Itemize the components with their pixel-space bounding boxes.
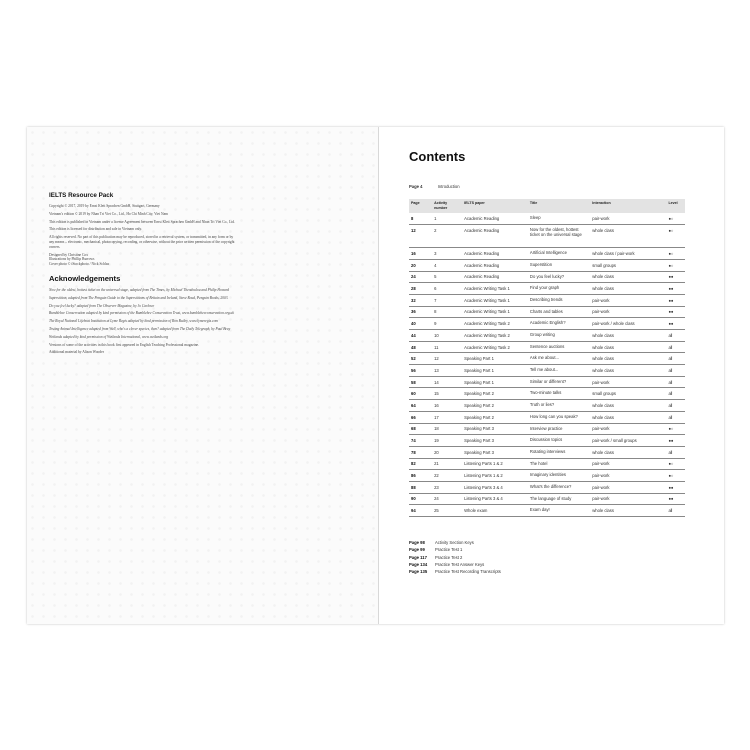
row-level: ●○ xyxy=(666,213,685,225)
left-page xyxy=(27,127,379,624)
row-level: ●● xyxy=(666,318,685,330)
table-row xyxy=(409,493,685,505)
row-title: Sleep xyxy=(528,213,590,225)
table-row xyxy=(409,423,685,435)
row-paper: Speaking Part 3 xyxy=(462,435,528,447)
row-interaction: pair-work xyxy=(590,376,666,388)
row-interaction: pair-work xyxy=(590,213,666,225)
row-page: 78 xyxy=(409,446,432,458)
row-activity: 18 xyxy=(432,423,462,435)
row-title: Superstition xyxy=(528,259,590,271)
row-paper: Academic Writing Task 1 xyxy=(462,283,528,295)
row-activity: 13 xyxy=(432,365,462,377)
row-interaction: small groups xyxy=(590,259,666,271)
copyright-lines-item: Designed by Christine Cox Illustrations by Phillip Burrows Cover photo © iStockphoto / Nick Schlax xyxy=(49,252,110,267)
row-activity: 21 xyxy=(432,458,462,470)
row-interaction: pair-work xyxy=(590,306,666,318)
row-activity: 17 xyxy=(432,411,462,423)
copyright-lines-item: Vietnam's edition © 2019 by Nhan Tri Viet Co., Ltd., Ho Chi Minh City, Viet Nam xyxy=(49,211,168,216)
row-interaction: whole class xyxy=(590,283,666,295)
row-interaction: whole class xyxy=(590,225,666,248)
row-activity: 24 xyxy=(432,493,462,505)
appendix-label: Practice Test 2 xyxy=(435,554,463,560)
row-page: 48 xyxy=(409,341,432,353)
row-level: all xyxy=(666,353,685,365)
row-interaction: small groups xyxy=(590,388,666,400)
row-page: 66 xyxy=(409,411,432,423)
table-row xyxy=(409,271,685,283)
row-page: 56 xyxy=(409,365,432,377)
row-paper: Speaking Part 3 xyxy=(462,423,528,435)
table-row xyxy=(409,505,685,517)
row-activity: 12 xyxy=(432,353,462,365)
row-activity: 7 xyxy=(432,294,462,306)
copyright-lines xyxy=(49,204,239,267)
row-paper: Academic Writing Task 1 xyxy=(462,294,528,306)
row-level: all xyxy=(666,505,685,517)
row-activity: 15 xyxy=(432,388,462,400)
row-title: Interview practice xyxy=(528,423,590,435)
row-title: The hotel xyxy=(528,458,590,470)
right-page xyxy=(379,127,724,624)
row-title: Truth or lies? xyxy=(528,400,590,412)
table-row xyxy=(409,341,685,353)
row-paper: Academic Reading xyxy=(462,213,528,225)
row-paper: Academic Writing Task 1 xyxy=(462,306,528,318)
row-title: Sentence auctions xyxy=(528,341,590,353)
introduction-label: Introduction xyxy=(437,184,460,189)
book-spread xyxy=(27,127,724,624)
appendix-item xyxy=(409,554,501,561)
row-level: all xyxy=(666,411,685,423)
row-title: Two-minute talks xyxy=(528,388,590,400)
row-page: 36 xyxy=(409,306,432,318)
row-level: ●● xyxy=(666,306,685,318)
row-level: ●○ xyxy=(666,423,685,435)
row-activity: 10 xyxy=(432,330,462,342)
ack-lines-item: Additional material by Alison Wooder xyxy=(49,350,104,355)
appendix-label: Practice Test Recording Transcripts xyxy=(435,569,501,575)
row-interaction: pair-work xyxy=(590,458,666,470)
header-interaction: Interaction xyxy=(590,199,666,213)
table-row xyxy=(409,458,685,470)
row-interaction: whole class xyxy=(590,365,666,377)
row-level: ●● xyxy=(666,493,685,505)
contents-title: Contents xyxy=(409,149,466,164)
ack-lines-item: Versions of some of the activities in this book first appeared in English Teaching Professional magazine. xyxy=(49,342,199,347)
row-title: The language of study xyxy=(528,493,590,505)
row-page: 58 xyxy=(409,376,432,388)
ack-lines-item: Wetlands adapted by kind permission of Wetlands International, www.wetlands.org xyxy=(49,334,169,339)
appendix-item xyxy=(409,568,501,575)
introduction-line xyxy=(409,184,460,189)
row-paper: Academic Reading xyxy=(462,271,528,283)
row-activity: 2 xyxy=(432,225,462,248)
imprint-title: IELTS Resource Pack xyxy=(49,192,114,199)
table-row xyxy=(409,446,685,458)
row-title: Describing trends xyxy=(528,294,590,306)
row-page: 24 xyxy=(409,271,432,283)
row-paper: Academic Reading xyxy=(462,248,528,260)
row-level: all xyxy=(666,330,685,342)
appendix-page: Page 98 xyxy=(409,540,425,545)
row-level: ●○ xyxy=(666,470,685,482)
row-interaction: whole class xyxy=(590,400,666,412)
table-row xyxy=(409,470,685,482)
appendix-label: Activity Section Keys xyxy=(435,540,474,545)
table-row xyxy=(409,294,685,306)
header-title: Title xyxy=(528,199,590,213)
row-level: ●○ xyxy=(666,458,685,470)
row-page: 64 xyxy=(409,400,432,412)
row-paper: Academic Reading xyxy=(462,225,528,248)
contents-table xyxy=(409,199,685,517)
row-level: all xyxy=(666,341,685,353)
header-level: Level xyxy=(666,199,685,213)
row-title: How long can you speak? xyxy=(528,411,590,423)
contents-header-row xyxy=(409,199,685,213)
header-page: Page xyxy=(409,199,432,213)
ack-lines-item: Superstition, adapted from The Penguin Guide to the Superstitions of Britain and Ireland, Steve Roud, Penguin Books, 2003. xyxy=(49,295,229,300)
table-row xyxy=(409,248,685,260)
copyright-lines-item: Copyright © 2017, 2019 by Ernst Klett Sprachen GmbH, Stuttgart, Germany xyxy=(49,204,160,208)
row-title: Academic English? xyxy=(528,318,590,330)
row-page: 8 xyxy=(409,213,432,225)
row-page: 44 xyxy=(409,330,432,342)
row-interaction: pair-work xyxy=(590,423,666,435)
row-title: Imaginary identities xyxy=(528,470,590,482)
row-activity: 11 xyxy=(432,341,462,353)
appendix-page: Page 134 xyxy=(409,561,428,567)
row-title: Ask me about... xyxy=(528,353,590,365)
row-interaction: whole class xyxy=(590,341,666,353)
row-interaction: whole class / pair-work xyxy=(590,248,666,260)
row-page: 16 xyxy=(409,248,432,260)
row-page: 82 xyxy=(409,458,432,470)
row-page: 12 xyxy=(409,225,432,248)
row-page: 52 xyxy=(409,353,432,365)
row-paper: Listening Parts 3 & 4 xyxy=(462,493,528,505)
row-activity: 25 xyxy=(432,505,462,517)
row-paper: Listening Parts 3 & 4 xyxy=(462,481,528,493)
appendix-item xyxy=(409,561,501,568)
row-activity: 9 xyxy=(432,318,462,330)
row-level: ●● xyxy=(666,271,685,283)
header-activity: Activity number xyxy=(432,199,462,213)
row-level: ●● xyxy=(666,283,685,295)
row-level: ●● xyxy=(666,481,685,493)
table-row xyxy=(409,481,685,493)
row-interaction: pair-work xyxy=(590,470,666,482)
row-level: all xyxy=(666,376,685,388)
row-paper: Speaking Part 1 xyxy=(462,353,528,365)
appendix-list xyxy=(409,539,501,575)
contents-body xyxy=(409,213,685,517)
row-page: 90 xyxy=(409,493,432,505)
row-paper: Speaking Part 2 xyxy=(462,400,528,412)
row-activity: 3 xyxy=(432,248,462,260)
row-paper: Speaking Part 1 xyxy=(462,365,528,377)
imprint-block xyxy=(49,192,239,358)
ack-lines-item: The Royal National Lifeboat Institution at Lyme Regis adapted by kind permission of Ron Bailey, www.lymeregis.com xyxy=(49,319,218,324)
row-interaction: whole class xyxy=(590,446,666,458)
appendix-page: Page 117 xyxy=(409,554,427,560)
row-activity: 5 xyxy=(432,271,462,283)
table-row xyxy=(409,283,685,295)
row-level: ●● xyxy=(666,435,685,447)
ack-lines-item: Now for the oldest, hottest ticket on the universal stage, adapted from The Times, by Michael Theodoulou and Philip Howard xyxy=(49,287,230,292)
row-paper: Speaking Part 2 xyxy=(462,388,528,400)
ack-lines-item: Do you feel lucky? adapted from The Observer Magazine, by Jo Carlowe xyxy=(49,303,155,308)
table-row xyxy=(409,225,685,248)
row-interaction: pair-work xyxy=(590,493,666,505)
row-activity: 19 xyxy=(432,435,462,447)
appendix-label: Practice Test 1 xyxy=(435,547,463,553)
row-activity: 8 xyxy=(432,306,462,318)
row-title: Tell me about... xyxy=(528,365,590,377)
row-page: 60 xyxy=(409,388,432,400)
row-title: Exam day! xyxy=(528,505,590,517)
appendix-item xyxy=(409,546,501,553)
row-title: Find your graph xyxy=(528,283,590,295)
table-row xyxy=(409,411,685,423)
row-level: all xyxy=(666,388,685,400)
acknowledgements-heading: Acknowledgements xyxy=(49,273,121,283)
copyright-lines-item: All rights reserved. No part of this publication may be reproduced, stored in a retrieval system, or transmitted, in any form or by any means – electronic, mechanical, photocopying, recording, or otherwise, without the prior written permission of the copyright owners. xyxy=(49,235,235,249)
row-level: ●● xyxy=(666,294,685,306)
row-paper: Whole exam xyxy=(462,505,528,517)
copyright-lines-item: This edition is published in Vietnam under a license Agreement between Ernst Klett Sprachen GmbH and Nhan Tri Viet Co., Ltd. xyxy=(49,219,235,224)
table-row xyxy=(409,388,685,400)
row-paper: Academic Writing Task 2 xyxy=(462,318,528,330)
row-page: 86 xyxy=(409,470,432,482)
row-page: 20 xyxy=(409,259,432,271)
row-interaction: whole class xyxy=(590,271,666,283)
row-level: all xyxy=(666,400,685,412)
row-activity: 23 xyxy=(432,481,462,493)
row-activity: 22 xyxy=(432,470,462,482)
row-title: What's the difference? xyxy=(528,481,590,493)
row-interaction: whole class xyxy=(590,353,666,365)
row-activity: 20 xyxy=(432,446,462,458)
row-paper: Listening Parts 1 & 2 xyxy=(462,458,528,470)
row-paper: Speaking Part 2 xyxy=(462,411,528,423)
table-row xyxy=(409,353,685,365)
row-title: Similar or different? xyxy=(528,376,590,388)
row-page: 94 xyxy=(409,505,432,517)
row-page: 32 xyxy=(409,294,432,306)
row-level: ●○ xyxy=(666,225,685,248)
row-interaction: pair-work / whole class xyxy=(590,318,666,330)
appendix-page: Page 135 xyxy=(409,569,428,575)
header-paper: IELTS paper xyxy=(462,199,528,213)
appendix-page: Page 99 xyxy=(409,547,425,553)
appendix-label: Practice Test Answer Keys xyxy=(435,561,485,567)
row-activity: 6 xyxy=(432,283,462,295)
table-row xyxy=(409,330,685,342)
table-row xyxy=(409,318,685,330)
table-row xyxy=(409,400,685,412)
row-interaction: whole class xyxy=(590,505,666,517)
row-interaction: pair-work xyxy=(590,481,666,493)
introduction-page: Page 4 xyxy=(409,184,423,189)
ack-lines-item: Testing Animal Intelligence adapted from Well, who's a clever species, then? adapted from The Daily Telegraph, by Paul Bray xyxy=(49,326,231,331)
table-row xyxy=(409,435,685,447)
copyright-lines-item: This edition is licensed for distribution and sale in Vietnam only. xyxy=(49,227,143,232)
table-row xyxy=(409,365,685,377)
row-paper: Speaking Part 3 xyxy=(462,446,528,458)
row-title: Group writing xyxy=(528,330,590,342)
row-title: Do you feel lucky? xyxy=(528,271,590,283)
row-paper: Listening Parts 1 & 2 xyxy=(462,470,528,482)
row-activity: 16 xyxy=(432,400,462,412)
row-level: ●○ xyxy=(666,248,685,260)
appendix-item xyxy=(409,539,501,546)
row-page: 28 xyxy=(409,283,432,295)
table-row xyxy=(409,376,685,388)
acknowledgement-lines xyxy=(49,288,239,355)
row-activity: 1 xyxy=(432,213,462,225)
row-interaction: whole class xyxy=(590,330,666,342)
row-level: all xyxy=(666,446,685,458)
row-title: Rotating interviews xyxy=(528,446,590,458)
ack-lines-item: Bumblebee Conservation adapted by kind permission of the Bumblebee Conservation Trust, www.bumblebeeconservation.org.uk xyxy=(49,311,234,316)
row-paper: Academic Reading xyxy=(462,259,528,271)
row-page: 88 xyxy=(409,481,432,493)
row-activity: 4 xyxy=(432,259,462,271)
row-title: Charts and tables xyxy=(528,306,590,318)
row-page: 68 xyxy=(409,423,432,435)
row-paper: Academic Writing Task 2 xyxy=(462,341,528,353)
table-row xyxy=(409,259,685,271)
row-title: Discussion topics xyxy=(528,435,590,447)
row-page: 40 xyxy=(409,318,432,330)
table-row xyxy=(409,306,685,318)
row-interaction: whole class xyxy=(590,411,666,423)
row-level: all xyxy=(666,365,685,377)
row-level: ●○ xyxy=(666,259,685,271)
row-activity: 14 xyxy=(432,376,462,388)
row-paper: Academic Writing Task 2 xyxy=(462,330,528,342)
table-row xyxy=(409,213,685,225)
row-title: Artificial Intelligence xyxy=(528,248,590,260)
row-interaction: pair-work xyxy=(590,294,666,306)
row-page: 74 xyxy=(409,435,432,447)
row-interaction: pair-work / small groups xyxy=(590,435,666,447)
row-paper: Speaking Part 1 xyxy=(462,376,528,388)
row-title: Now for the oldest, hottest ticket on the universal stage xyxy=(528,225,590,248)
